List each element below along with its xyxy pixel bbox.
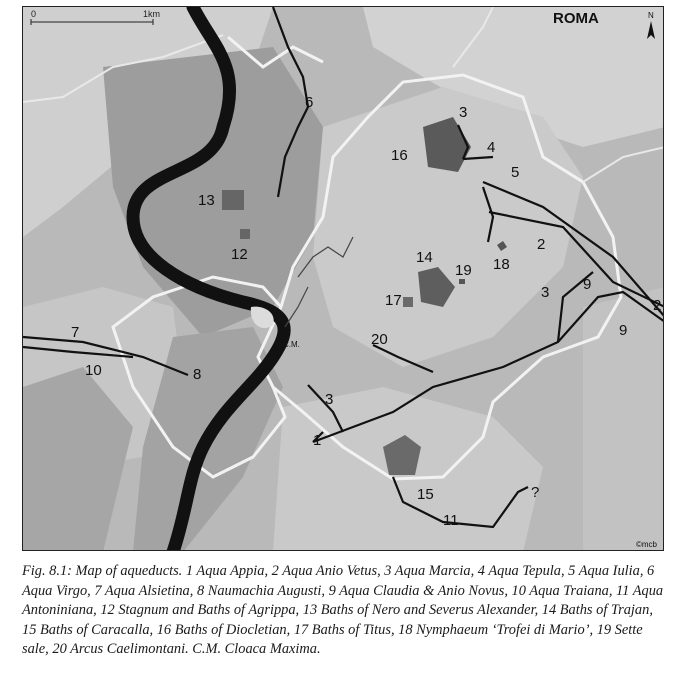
label-9-lower: 9 [619, 322, 628, 339]
label-8: 8 [193, 366, 202, 383]
label-9-upper: 9 [583, 276, 592, 293]
label-question: ? [531, 484, 540, 501]
map-canvas [23, 7, 664, 551]
label-15: 15 [417, 486, 434, 503]
label-4: 4 [487, 139, 496, 156]
map-credit: ©mcb [636, 540, 658, 549]
map-title: ROMA [553, 10, 599, 27]
label-18: 18 [493, 256, 510, 273]
label-2-east: 2 [653, 297, 662, 314]
label-20: 20 [371, 331, 388, 348]
label-3-east: 3 [541, 284, 550, 301]
label-13: 13 [198, 192, 215, 209]
label-3-south: 3 [325, 391, 334, 408]
baths-of-agrippa [240, 229, 250, 239]
map [22, 6, 664, 551]
label-cloaca-maxima: C.M. [283, 340, 300, 349]
scale-start-label: 0 [31, 9, 37, 19]
label-5: 5 [511, 164, 520, 181]
label-7: 7 [71, 324, 80, 341]
scale-end-label: 1km [143, 9, 161, 19]
label-14: 14 [416, 249, 433, 266]
label-6: 6 [305, 94, 314, 111]
label-17: 17 [385, 292, 402, 309]
label-10: 10 [85, 362, 102, 379]
label-11: 11 [443, 512, 459, 529]
label-19: 19 [455, 262, 472, 279]
label-16: 16 [391, 147, 408, 164]
figure-caption: Fig. 8.1: Map of aqueducts. 1 Aqua Appia, 2 Aqua Anio Vetus, 3 Aqua Marcia, 4 Aqua Tepula, 5 Aqua Iulia, 6 Aqua Virgo, 7 Aqua Alsietina, 8 Naumachia Augusti, 9 Aqua Claudia & Anio Novus, 10 Aqua Traiana, 11 Aqua Antoniniana, 12 Stagnum and Baths of Agrippa, 13 Baths of Nero and Severus Alexander, 14 Baths of Trajan, 15 Baths of Caracalla, 16 Baths of Diocletian, 17 Baths of Titus, 18 Nymphaeum ‘Trofei di Mario’, 19 Sette sale, 20 Arcus Caelimontani. C.M. Cloaca Maxima. [22, 563, 664, 657]
label-2-upper: 2 [537, 236, 546, 253]
label-1: 1 [313, 432, 322, 449]
north-label: N [648, 11, 654, 20]
label-3-north: 3 [459, 104, 468, 121]
sette-sale [459, 279, 465, 284]
baths-of-titus [403, 297, 413, 307]
label-12: 12 [231, 246, 248, 263]
baths-of-nero [222, 190, 244, 210]
